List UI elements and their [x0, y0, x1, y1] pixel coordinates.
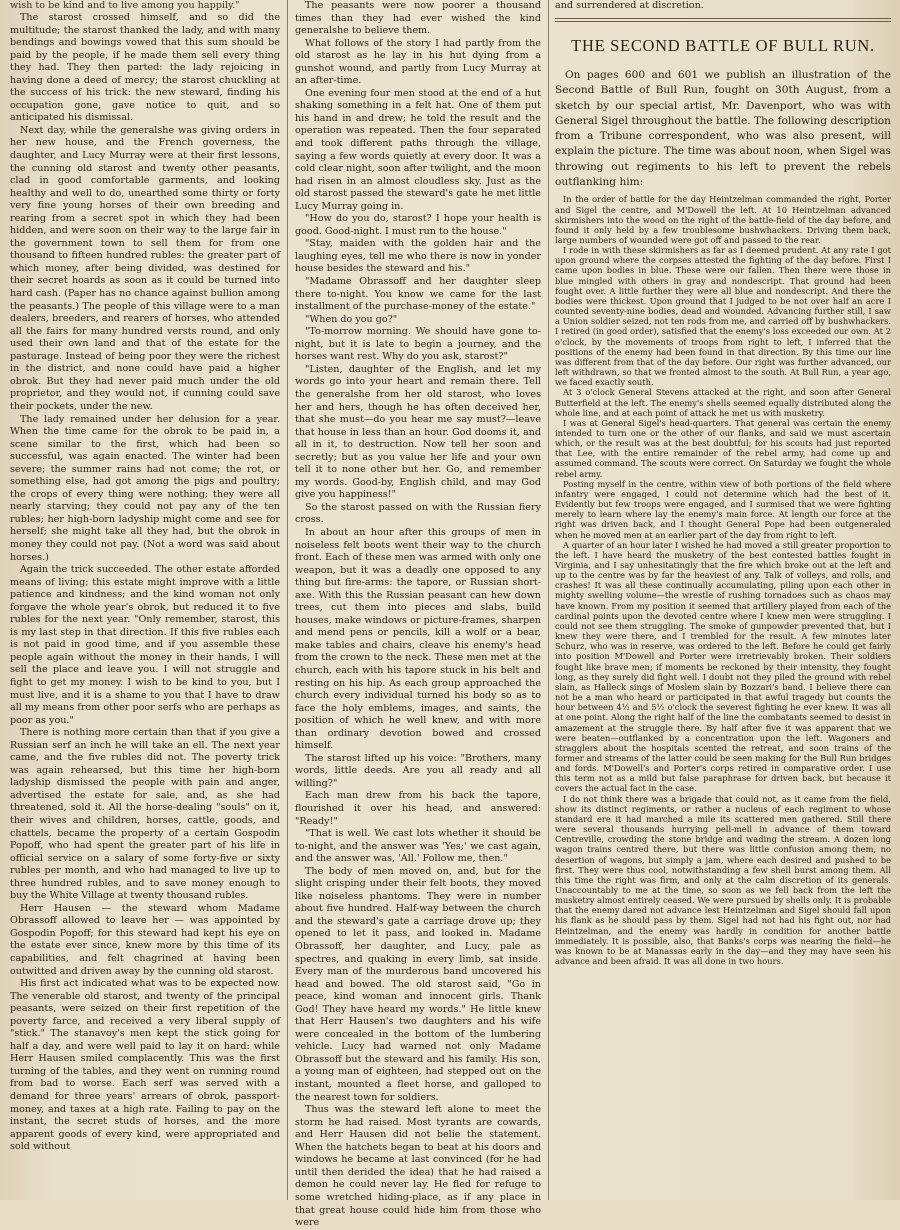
paragraph: What follows of the story I had partly from the old starost as he lay in his hut dying from a gunshot wound, and partly from Lucy Murray at an after-time.: [295, 37, 541, 87]
paragraph: In about an hour after this groups of men in noiseless felt boots went their way to the church front. Each of these men was armed with only one weapon, but it was a deadly one opposed to any thing but fire-arms: the tapore, or Russian short-axe. With this the Russian peasant can hew down trees, cut them into pieces and slabs, build houses, make windows or picture-frames, sharpen and mend pens or pencils, kill a wolf or a bear, make tables and chairs, cleave his enemy's head from the crown to the neck. These men met at the church, each with his tapore stuck in his belt and resting on his hip. As each group approached the church every individual turned his body so as to face the holy emblems, images, and saints, the position of which he well knew, and with more than ordinary devotion bowed and crossed himself.: [295, 526, 541, 752]
column-1: [10, 0, 280, 1200]
paragraph: "Madame Obrassoff and her daughter sleep there to-night. You know we came for the last installment of the purchase-money of the estate.": [295, 276, 541, 313]
report-paragraph: I rode in with these skirmishers as far as I deemed prudent. At any rate I got upon ground where the corpses attested the fighting of the day before. First I came upon bodies in blue. These were our fallen. Then there were those in blue mingled with others in gray and nondescript. That ground had been fought over. A little further they were all blue and nondescript. And there the bodies were thickest. Upon ground that I judged to be not over half an acre I counted seventy-nine bodies, dead and wounded. Advancing further still, I saw a Union soldier seized, not ten rods from me, and carried off by bushwhackers. I retired (in good order), satisfied that the enemy's loss exceeded our own. At 2 o'clock, by the movements of troops from right to left, I inferred that the positions of the enemy had been found in that direction. By this time our line was different from that of the day before. Our right was further advanced, our left withdrawn, so that we fronted almost to the south. At Bull Run, a year ago, we faced exactly south.: [555, 245, 891, 388]
column-3: [555, 0, 891, 1200]
paragraph: There is nothing more certain than that if you give a Russian serf an inch he will take an ell. The next year came, and the five rubles did not. The poverty trick was again rehearsed, but this time her high-born ladyship dismissed the people with pain and anger, advertised the estate for sale, and, as she had threatened, sold it. All the horse-dealing "souls" on it, their wives and children, horses, cattle, goods, and chattels, became the property of a certain Gospodin Popoff, who had spent the greater part of his life in official service on a salary of some forty-five or sixty rubles per month, and who had managed to live up to three hundred rubles, and to save money enough to buy the White Village at twenty thousand rubles.: [10, 727, 280, 902]
paragraph: "Listen, daughter of the English, and let my words go into your heart and remain there. Tell the generalshe from her old starost, who loves her and hers, though he has often deceived her, that she must—do you hear me say must?—leave that house in less than an hour. God dooms it, and all in it, to destruction. Now tell her soon and secretly; but as you value her life and your own tell it to none other but her. Go, and remember my words. Good-by, English child, and may God give you happiness!": [295, 363, 541, 501]
paragraph: "That is well. We cast lots whether it should be to-night, and the answer was 'Yes;' we cast again, and the answer was, 'All.' Follow me, then.": [295, 828, 541, 865]
report-paragraph: Posting myself in the centre, within view of both portions of the field where infantry were engaged, I could not determine which had the best of it. Evidently but few troops were engaged, and I surmised that we were fighting merely to learn where lay the enemy's main force. At length our force at the right was driven back, and I thought General Pope had been outgeneraled when he moved men at an earlier part of the day from right to left.: [555, 478, 891, 540]
report-paragraph: At 3 o'clock General Stevens attacked at the right, and soon after General Butterfield at the left. The enemy's shells seemed equally distributed along the whole line, and at each point of attack he met us with musketry.: [555, 387, 891, 418]
column-2: [295, 0, 541, 1229]
report-paragraph: I was at General Sigel's head-quarters. That general was certain the enemy intended to turn one or the other of our flanks, and said we must ascertain which, or the result was at the best doubtful; for his scouts had just reported that Lee, with the entire remainder of the rebel army, had come up and assumed command. The scouts were correct. On Saturday we fought the whole rebel army.: [555, 417, 891, 479]
paragraph: Next day, while the generalshe was giving orders in her new house, and the French governess, the daughter, and Lucy Murray were at their first lessons, the cunning old starost and twenty other peasants, clad in good comfortable garments, and looking healthy and well to do, unearthed some thirty or forty very fine young horses of their own breeding and rearing from a secret spot in which they had been hidden, and were soon on their way to the large fair in the government town to sell them for from one thousand to fifteen hundred rubles: the greater part of which money, after being divided, was destined for their secret hoards as soon as it could be turned into hard cash. (Paper has no chance against bullion among the peasants.) The people of this village were to a man dealers, breeders, and rearers of horses, who attended all the fairs for many hundred versts round, and only used their own land and that of the estate for the pasturage. Instead of being poor they were the richest in the district, and none could have paid a higher obrok. But they had never paid much under the old proprietor, and they would not, if cunning could save their pockets, under the new.: [10, 124, 280, 412]
article-divider: [555, 18, 891, 22]
paragraph: The starost crossed himself, and so did the multitude; the starost thanked the lady, and with many bendings and bowings vowed that this sum should be paid by the people, if he made them sell every thing they had. They then parted: the lady rejoicing in having done a deed of mercy; the starost chuckling at the success of his trick: the new steward, finding his occupation gone, gave notice to quit, and so anticipated his dismissal.: [10, 12, 280, 124]
column-1-top-line: wish to be kind and to live among you happily.": [10, 0, 240, 11]
column-rule-left: [287, 0, 288, 1200]
intro-paragraph: On pages 600 and 601 we publish an illustration of the Second Battle of Bull Run, fought on 30th August, from a sketch by our special artist, Mr. Davenport, who was with General Sigel throughout the battle. The following description from a Tribune correspondent, who was also present, will explain the picture. The time was about noon, when Sigel was throwing out regiments to his left to prevent the rebels outflanking him:: [555, 69, 891, 189]
report-paragraph: In the order of battle for the day Heintzelman commanded the right, Porter and Sigel the centre, and M'Dowell the left. At 10 Heintzelman advanced skirmishers into the wood on the right of the battle-field of the day before, and found it only held by a few troublesome bushwhackers. Driving them back, large numbers of wounded were got off and passed to the rear.: [555, 194, 891, 245]
report-paragraph: I do not think there was a brigade that could not, as it came from the field, show its distinct regiments, or rather a nucleus of each regiment to whose standard ere it had marched a mile its scattered men gathered. Still there were several thousands hurrying pell-mell in advance of them toward Centreville, crowding the stone bridge and wading the stream. A dozen long wagon trains centred there, but there was little confusion among them, no desertion of wagons, but simply a jam, where each desired and pushed to be first. They were thus cool, notwithstanding a few shell burst among them. All this time the right was firm, and only at the calm discretion of its generals. Unaccountably to me at the time, so soon as we fell back from the left the musketry almost entirely ceased. We were pursued by shells only. It is probable that the enemy dared not advance lest Heintzelman and Sigel should fall upon his flank as he should pass by them. Sigel had not had his fight out, nor had Heintzelman, and the enemy was hardly in condition for another battle immediately. It is possible, also, that Banks's corps was nearing the field—he was known to be at Manassas early in the day—and they may have seen his advance and been afraid. It was all done in two hours.: [555, 793, 891, 967]
paragraph: So the starost passed on with the Russian fiery cross.: [295, 501, 541, 526]
paragraph: Again the trick succeeded. The other estate afforded means of living; this estate might improve with a little patience and kindness; and the kind woman not only forgave the whole year's obrok, but reduced it to five rubles for the next year. "Only remember, starost, this is my last step in that direction. If this five rubles each is not paid in good time, and if you assemble these people again without the money in their hands, I will sell the place and leave you. I will not struggle and fight to get my money. I wish to be kind to you, but I must live, and it is a shame to you that I have to draw all my means from other poor serfs who are perhaps as poor as you.": [10, 564, 280, 726]
paragraph: "To-morrow morning. We should have gone to-night, but it is late to begin a journey, and the horses want rest. Why do you ask, starost?": [295, 326, 541, 363]
paragraph: Thus was the steward left alone to meet the storm he had raised. Most tyrants are cowards, and Herr Hausen did not belie the statement. When the hatchets began to beat at his doors and windows he became at last convinced (for he had until then derided the idea) that he had raised a demon he could never lay. He fled for refuge to some wretched hiding-place, as if any place in that great house could hide him from those who were: [295, 1104, 541, 1229]
paragraph: The starost lifted up his voice: "Brothers, many words, little deeds. Are you all ready and all willing?": [295, 752, 541, 789]
column-rule-right: [548, 0, 549, 1200]
paragraph: The peasants were now poorer a thousand times than they had ever wished the kind generalshe to believe them.: [295, 0, 541, 37]
previous-article-ending: and surrendered at discretion.: [555, 0, 704, 11]
paragraph: "Stay, maiden with the golden hair and the laughing eyes, tell me who there is now in yonder house besides the steward and his.": [295, 238, 541, 275]
paragraph: "How do you do, starost? I hope your health is good. Good-night. I must run to the house.": [295, 213, 541, 237]
paragraph: Each man drew from his back the tapore, flourished it over his head, and answered: "Ready!": [295, 790, 541, 827]
article-headline: THE SECOND BATTLE OF BULL RUN.: [571, 36, 875, 55]
paragraph: His first act indicated what was to be expected now. The venerable old starost, and twenty of the principal peasants, were seized on their first repetition of the poverty farce, and received a very liberal supply of "stick." The stanavoy's men kept the stick going for half a day, and were well paid to lay it on hard: while Herr Hausen smiled complacently. This was the first turning of the tables, and they went on running round from bad to worse. Each serf was served with a demand for three years' arrears of obrok, passport-money, and taxes at a high rate. Failing to pay on the instant, the secret studs of horses, and the more apparent goods of every kind, were appropriated and sold without: [10, 978, 280, 1153]
report-paragraph: A quarter of an hour later I wished he had moved a still greater proportion to the left. I have heard the musketry of the best contested battles fought in Virginia, and I say unhesitatingly that the fire which broke out at the left and up to the centre was by far the heaviest of any. Talk of volleys, and rolls, and crashes! It was all these continually accumulating, piling upon each other in mighty swelling volume—the wrestle of rushing tornadoes such as chaos may have known. From my position it seemed that artillery played from each of the cardinal points upon the devoted centre where I knew men were struggling. I could not see them struggling. The smoke of gunpowder prevented that, but I knew they were there, and I trembled for the result. A few minutes later Schurz, who was in reserve, was ordered to the left. Before he could get fairly into position M'Dowell and Porter were irretrievably broken. Their soldiers fought like brave men; if moments be reckoned by their intensity, they fought long, as they surely did fight well. I doubt not they piled the ground with rebel slain, as Halleck sings of Moslem slain by Bozzari's band. I believe there can not be a man who heard or participated in that awful tragedy but counts the hour between 4½ and 5½ o'clock the severest fighting he ever knew. It was all at one point. Along the right half of the line the combatants seemed to desist in amazement at the struggle there. By half after five it was apparent that we were beaten—outflanked by a concentration upon the left. Wagoners and stragglers about the hospitals scented the retreat, and soon trains of the former and streams of the latter could be seen making for the Bull Run bridges and fords. M'Dowell's and Porter's corps retired in comparative order. I use this term not as a mild but false paraphrase for driven back, but because it covers the actual fact in the case.: [555, 539, 891, 794]
paragraph: One evening four men stood at the end of a hut shaking something in a felt hat. One of them put his hand in and drew; he told the result and the operation was repeated. Then the four separated and took different paths through the village, saying a few words quietly at every door. It was a cold clear night, soon after twilight, and the moon had risen in an almost cloudless sky. Just as the old starost passed the steward's gate he met little Lucy Murray going in.: [295, 87, 541, 212]
paragraph: The body of men moved on, and, but for the slight crisping under their felt boots, they moved like noiseless phantoms. They were in number about five hundred. Half-way between the church and the steward's gate a carriage drove up; they opened to let it pass, and looked in. Madame Obrassoff, her daughter, and Lucy, pale as spectres, and quaking in every limb, sat inside. Every man of the murderous band uncovered his head and bowed. The old starost said, "Go in peace, kind woman and innocent girls. Thank God! They have heard my words." He little knew that Herr Hausen's two daughters and his wife were concealed in the bottom of the lumbering vehicle. Lucy had warned not only Madame Obrassoff but the steward and his family. His son, a young man of eighteen, had stepped out on the instant, mounted a fleet horse, and galloped to the nearest town for soldiers.: [295, 865, 541, 1103]
correspondent-report: [555, 194, 891, 966]
paragraph: The lady remained under her delusion for a year. When the time came for the obrok to be paid in, a scene similar to the first, which had been so successful, was again enacted. The winter had been severe; the summer rains had not come; the rot, or something else, had got among the pigs and poultry; the crops of every thing were nothing; they were all nearly starving; they could not pay any of the ten rubles; her high-born ladyship might come and see for herself; she might take all they had, but the obrok in money they could not pay. (Not a word was said about horses.): [10, 413, 280, 563]
paragraph: Herr Hausen — the steward whom Madame Obrassoff allowed to leave her — was appointed by Gospodin Popoff; for this steward had kept his eye on the estate ever since, knew more by this time of its capabilities, and felt chagrined at having been outwitted and driven away by the cunning old starost.: [10, 902, 280, 977]
paragraph: "When do you go?": [305, 313, 398, 325]
article-intro: [555, 68, 891, 190]
